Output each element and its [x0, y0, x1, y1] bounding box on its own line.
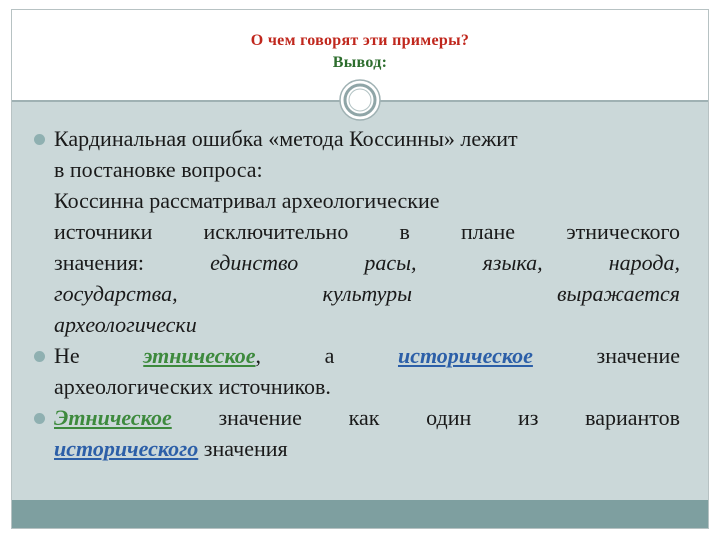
bullet-1-line-5 — [54, 247, 680, 278]
bullet-3-ethnic-highlight: Этническое — [54, 405, 172, 430]
bullet-2-line-2-text: археологических источников. — [54, 374, 331, 399]
bullet-2-ethnic-highlight: этническое — [143, 343, 256, 368]
bullet-3-line-2-rest: значения — [198, 436, 288, 461]
bullet-dot-icon — [34, 413, 45, 424]
bullet-1-line-5-italic: единство расы, языка, народа, — [210, 250, 680, 275]
bullet-2-word-ne: Не — [54, 343, 144, 368]
bullet-2-line-2 — [54, 371, 680, 402]
footer-bar — [12, 500, 708, 528]
bullet-1-line-4-text: источники исключительно в плане этнического — [54, 219, 680, 244]
bullet-3-line-2 — [54, 433, 680, 464]
bullet-3-line-1 — [54, 402, 680, 433]
bullet-1-line-6-text: государства, культуры выражается — [54, 281, 680, 306]
bullet-1-line-1: Кардинальная ошибка «метода Коссинны» лежит — [54, 126, 518, 151]
bullet-dot-icon — [34, 134, 45, 145]
bullet-item-2 — [34, 340, 680, 402]
bullet-1-line-7-text: археологически — [54, 312, 197, 337]
bullet-item-1 — [34, 123, 680, 340]
bullet-2-historical-highlight: историческое — [397, 343, 533, 368]
bullet-2-word-meaning: значение — [532, 343, 680, 368]
bullet-1-line-7 — [54, 309, 680, 340]
bullet-1-line-5-plain: значения: — [54, 250, 211, 275]
bullet-1-line-6 — [54, 278, 680, 309]
bullet-1-line-3: Коссинна рассматривал археологические — [54, 188, 440, 213]
bullet-item-3 — [34, 402, 680, 464]
circle-ornament-icon — [339, 79, 381, 121]
bullet-1-text — [54, 123, 680, 216]
title-question: О чем говорят эти примеры? — [250, 32, 470, 49]
bullet-3-line-1-rest: значение как один из вариантов — [171, 405, 680, 430]
bullet-dot-icon — [34, 351, 45, 362]
bullet-2-line-1 — [54, 340, 680, 371]
bullet-3-historical-highlight: исторического — [54, 436, 199, 461]
slide-content — [34, 123, 680, 464]
bullet-2-word-a: , а — [255, 343, 398, 368]
bullet-1-line-2: в постановке вопроса: — [54, 157, 263, 182]
title-conclusion: Вывод: — [332, 54, 388, 71]
bullet-1-line-4 — [54, 216, 680, 247]
